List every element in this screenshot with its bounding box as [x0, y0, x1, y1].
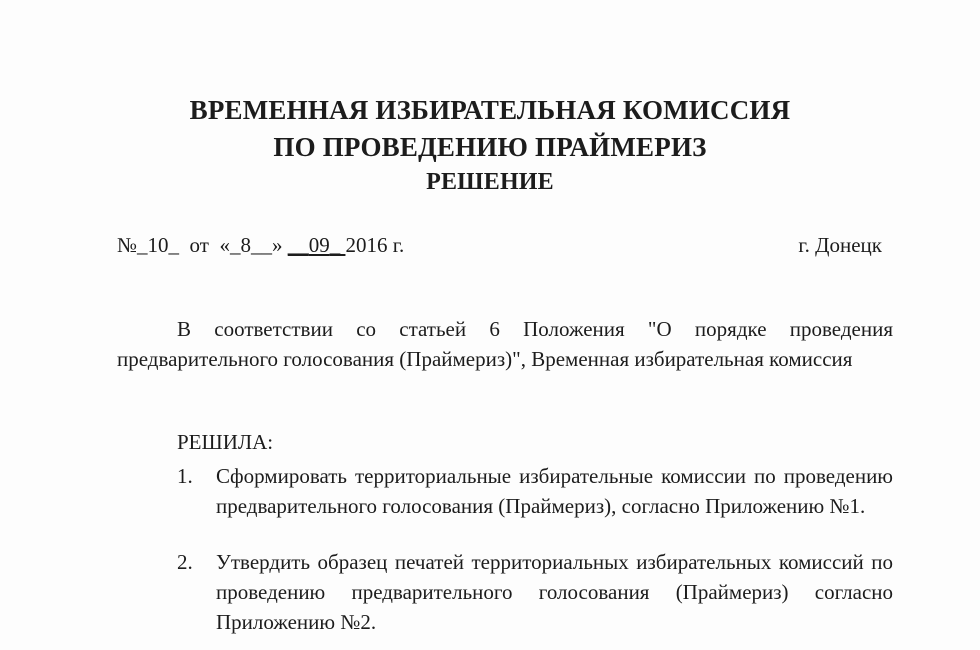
number-suffix: _ от «_ [168, 233, 241, 257]
decision-number: 10 [147, 233, 169, 257]
list-item-number: 2. [177, 550, 193, 574]
number-prefix: №_ [117, 233, 148, 257]
date-month: 09 [308, 233, 330, 257]
list-item-text: Утвердить образец печатей территориальных избирательных комиссий по проведению предварительного голосования (Праймериз) согласно Приложению №2. [216, 550, 893, 634]
date-day: 8 [240, 233, 251, 257]
date-year: 2016 г. [345, 233, 405, 257]
list-item-text: Сформировать территориальные избирательные комиссии по проведению предварительного голосования (Праймериз), согласно Приложению №1. [216, 464, 893, 518]
city: г. Донецк [798, 233, 882, 257]
intro-paragraph: В соответствии со статьей 6 Положения "О порядке проведения предварительного голосования (Праймериз)", Временная избирательная комиссия [117, 317, 893, 371]
month-suffix: _ [329, 233, 346, 257]
commission-name-line1: ВРЕМЕННАЯ ИЗБИРАТЕЛЬНАЯ КОМИССИЯ [189, 95, 791, 125]
list-item [177, 547, 893, 637]
resolved-label: РЕШИЛА: [177, 430, 274, 454]
commission-name-line2: ПО ПРОВЕДЕНИЮ ПРАЙМЕРИЗ [273, 132, 707, 162]
list-item [177, 461, 893, 521]
document-title: РЕШЕНИЕ [426, 169, 554, 195]
list-item-number: 1. [177, 464, 193, 488]
month-prefix: __ [287, 233, 309, 257]
decision-number-date [117, 233, 404, 258]
day-suffix: __» [250, 233, 288, 257]
